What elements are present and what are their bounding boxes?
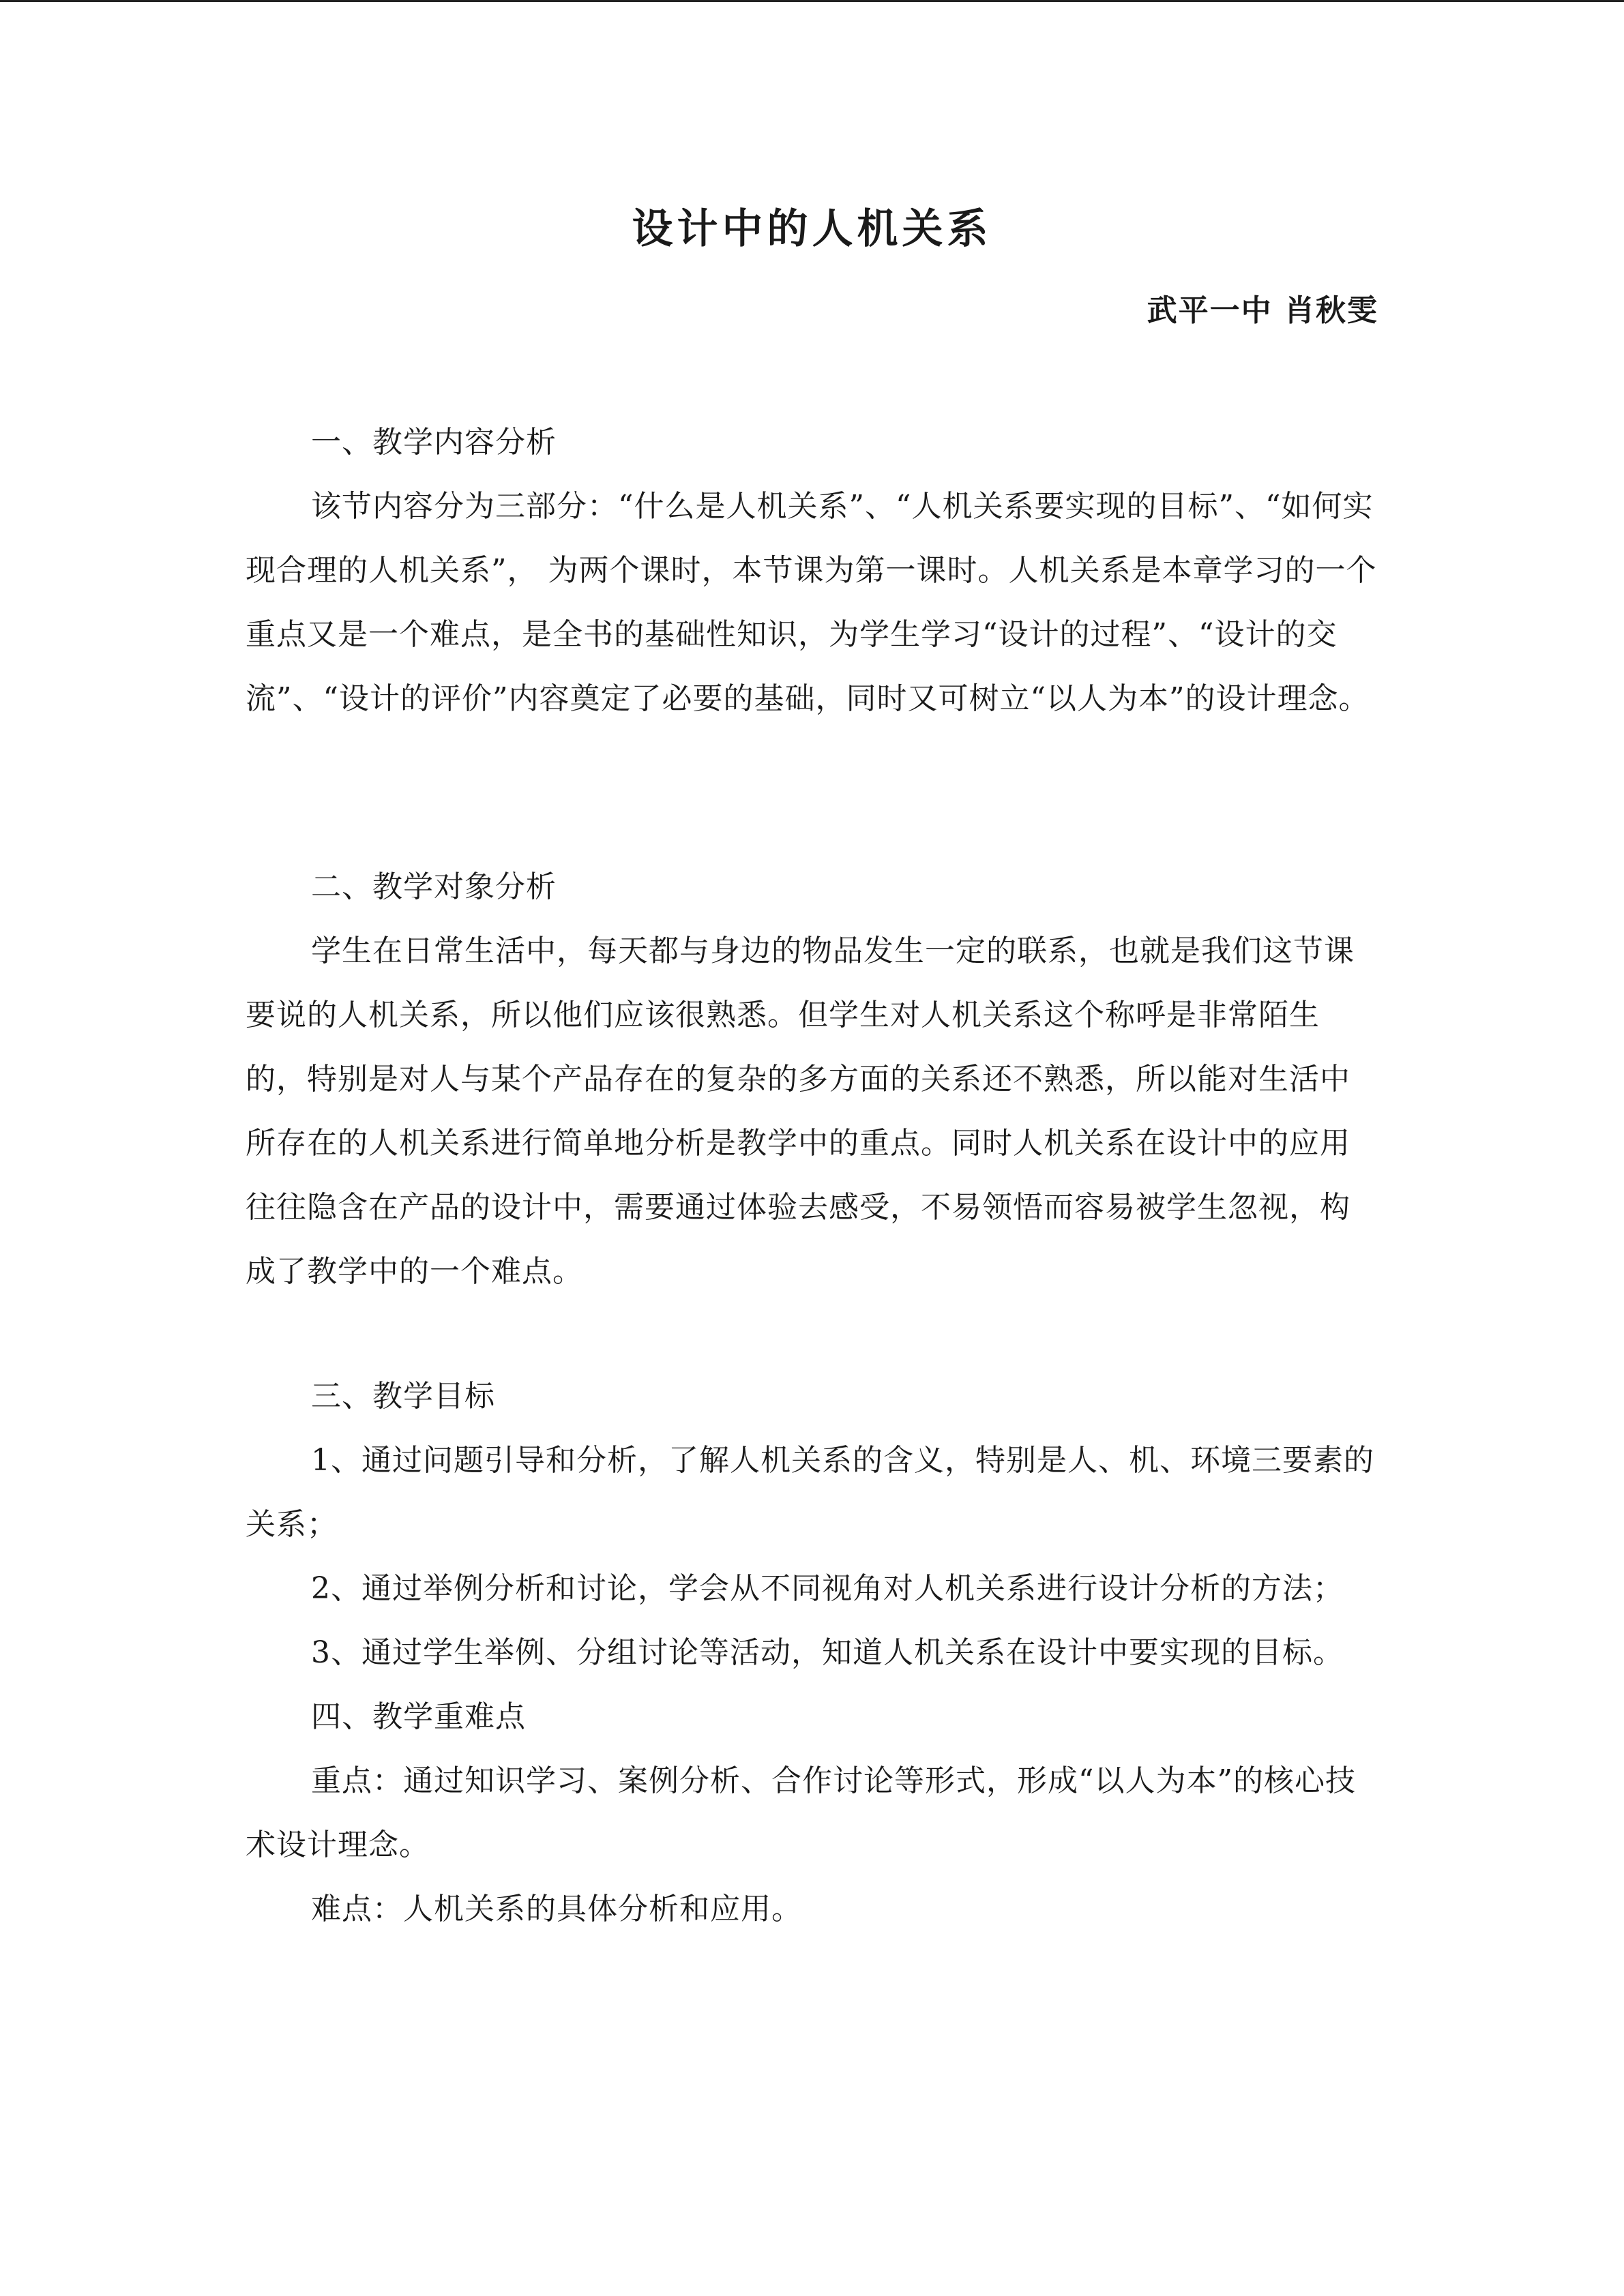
section-objectives-and-key-points [246,1365,1378,1941]
student-analysis-paragraph: 学生在日常生活中，每天都与身边的物品发生一定的联系，也就是我们这节课要说的人机关系，所以他们应该很熟悉。但学生对人机关系这个称呼是非常陌生的，特别是对人与某个产品存在的复杂的多方面的关系还不熟悉，所以能对生活中所存在的人机关系进行简单地分析是教学中的重点。同时人机关系在设计中的应用往往隐含在产品的设计中，需要通过体验去感受，不易领悟而容易被学生忽视，构成了教学中的一个难点。 [246,934,1355,1289]
section-heading-objectives: 三、教学目标 [311,1379,495,1414]
objective-item-1: 1、通过问题引导和分析，了解人机关系的含义，特别是人、机、环境三要素的关系； [246,1443,1374,1542]
document-title: 设计中的人机关系 [632,205,992,253]
top-border-line [0,0,1624,2]
section-content-analysis [246,411,1378,731]
objective-item-2: 2、通过举例分析和讨论，学会从不同视角对人机关系进行设计分析的方法； [311,1571,1344,1606]
section-heading-student-analysis: 二、教学对象分析 [311,869,557,904]
document-author: 武平一中 肖秋雯 [1147,293,1378,328]
objective-item-3: 3、通过学生举例、分组讨论等活动，知道人机关系在设计中要实现的目标。 [311,1635,1344,1670]
section-student-analysis [246,855,1378,1304]
section-heading-content-analysis: 一、教学内容分析 [311,425,557,460]
difficulty-paragraph: 难点：人机关系的具体分析和应用。 [311,1892,802,1926]
content-analysis-paragraph: 该节内容分为三部分：“什么是人机关系”、“人机关系要实现的目标”、“如何实现合理的人机关系”， 为两个课时，本节课为第一课时。人机关系是本章学习的一个重点又是一个难点，是全书的基础性知识，为学生学习“设计的过程”、“设计的交流”、“设计的评价”内容奠定了必要的基础，同时又可树立“以人为本”的设计理念。 [246,489,1377,716]
section-heading-key-points: 四、教学重难点 [311,1699,526,1734]
key-point-paragraph: 重点：通过知识学习、案例分析、合作讨论等形式，形成“以人为本”的核心技术设计理念。 [246,1763,1356,1862]
